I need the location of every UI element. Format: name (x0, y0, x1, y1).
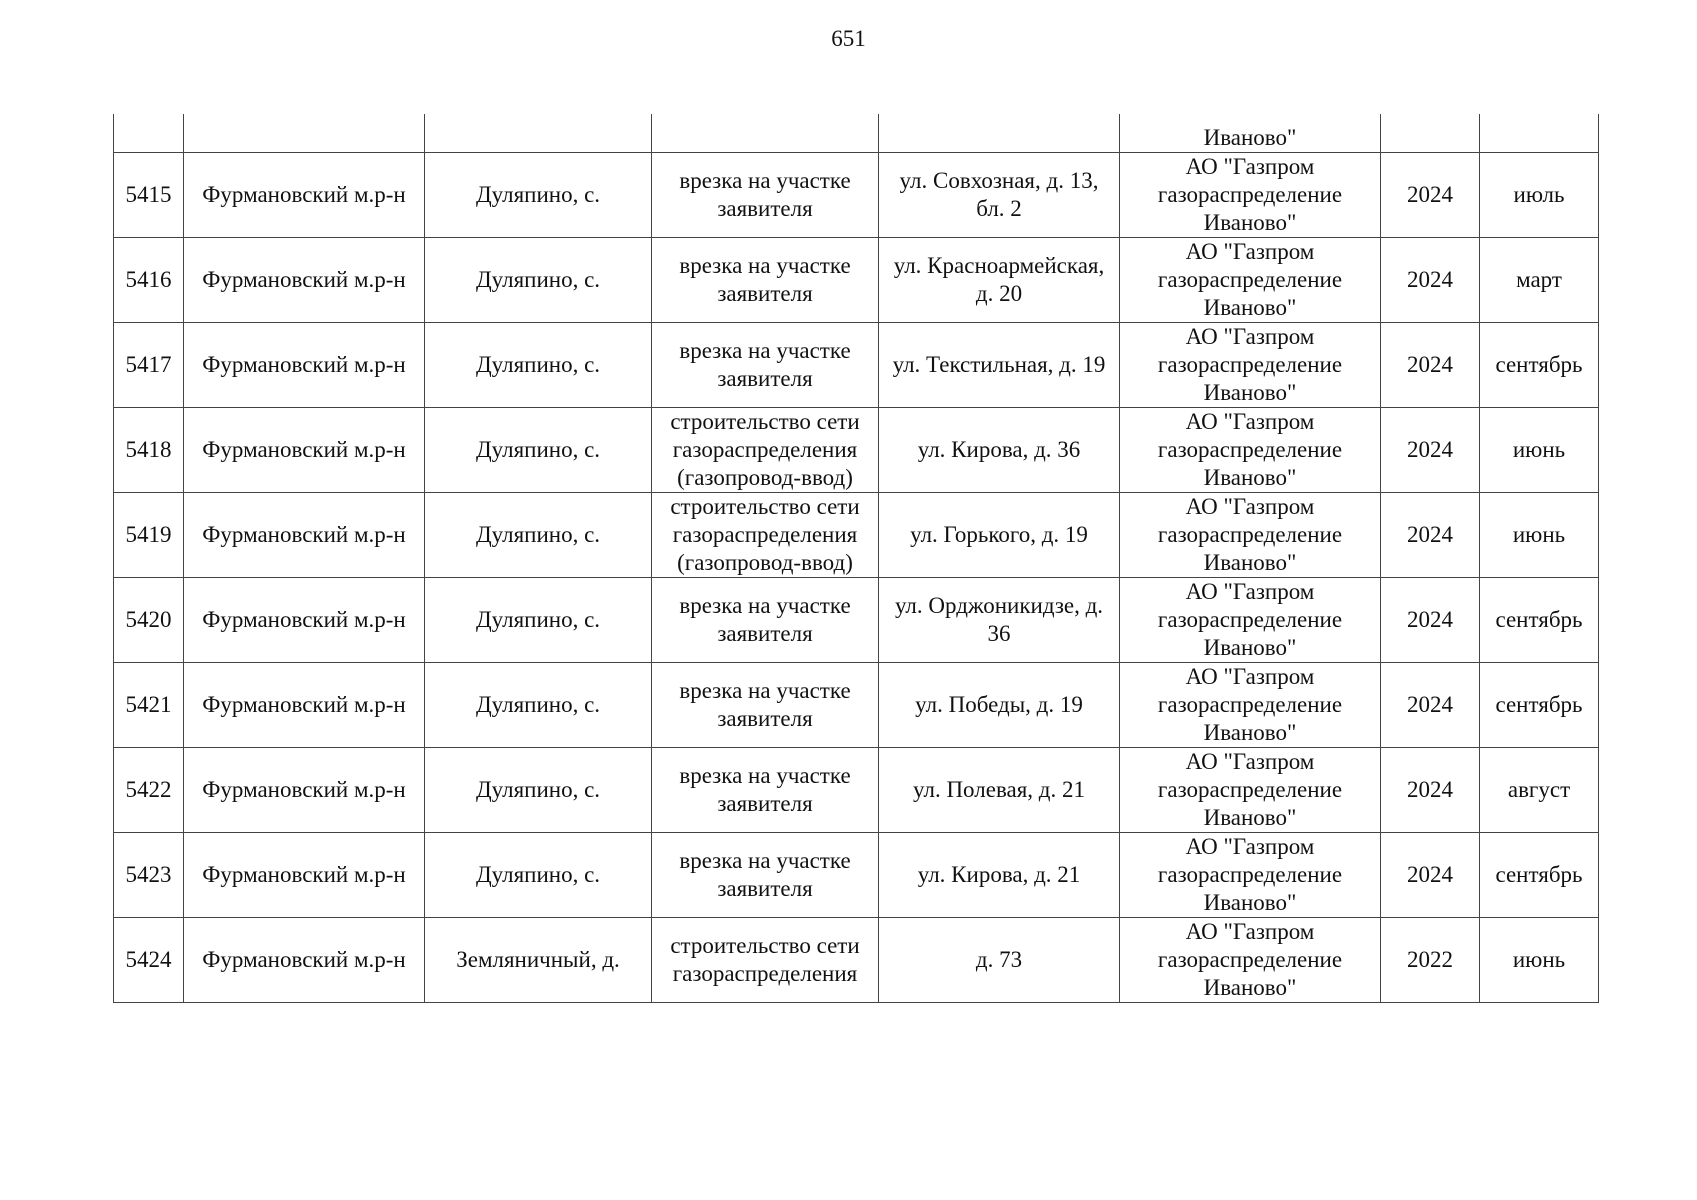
cell-work: строительство сети газораспределения (газопровод-ввод) (652, 492, 879, 577)
cell-address: д. 73 (879, 917, 1120, 1002)
cell-settlement: Дуляпино, с. (425, 662, 652, 747)
cell-work: врезка на участке заявителя (652, 577, 879, 662)
cell-district: Фурмановский м.р-н (184, 662, 425, 747)
cell-work: врезка на участке заявителя (652, 832, 879, 917)
cell-operator: АО "Газпром газораспределение Иваново" (1120, 832, 1381, 917)
table-row-continued (114, 114, 1599, 152)
cell-district (184, 114, 425, 152)
cell-year: 2024 (1381, 152, 1480, 237)
cell-num: 5423 (114, 832, 184, 917)
cell-district: Фурмановский м.р-н (184, 917, 425, 1002)
cell-month: сентябрь (1480, 662, 1599, 747)
table-row (114, 492, 1599, 577)
cell-operator: АО "Газпром газораспределение Иваново" (1120, 322, 1381, 407)
cell-num: 5419 (114, 492, 184, 577)
cell-num: 5418 (114, 407, 184, 492)
cell-month: сентябрь (1480, 577, 1599, 662)
cell-operator: АО "Газпром газораспределение Иваново" (1120, 152, 1381, 237)
cell-year: 2024 (1381, 747, 1480, 832)
cell-year: 2024 (1381, 322, 1480, 407)
cell-year: 2024 (1381, 662, 1480, 747)
cell-month: август (1480, 747, 1599, 832)
cell-year: 2024 (1381, 237, 1480, 322)
cell-address: ул. Полевая, д. 21 (879, 747, 1120, 832)
cell-address: ул. Кирова, д. 21 (879, 832, 1120, 917)
cell-district: Фурмановский м.р-н (184, 407, 425, 492)
cell-settlement: Земляничный, д. (425, 917, 652, 1002)
cell-num: 5422 (114, 747, 184, 832)
cell-num: 5416 (114, 237, 184, 322)
cell-address: ул. Горького, д. 19 (879, 492, 1120, 577)
cell-year: 2022 (1381, 917, 1480, 1002)
cell-month: июль (1480, 152, 1599, 237)
cell-year: 2024 (1381, 492, 1480, 577)
cell-settlement: Дуляпино, с. (425, 577, 652, 662)
table-row (114, 917, 1599, 1002)
cell-num: 5415 (114, 152, 184, 237)
cell-district: Фурмановский м.р-н (184, 152, 425, 237)
cell-settlement (425, 114, 652, 152)
cell-district: Фурмановский м.р-н (184, 747, 425, 832)
table-row (114, 747, 1599, 832)
table-body (114, 114, 1599, 1002)
cell-year: 2024 (1381, 407, 1480, 492)
cell-work: врезка на участке заявителя (652, 747, 879, 832)
cell-num: 5417 (114, 322, 184, 407)
cell-address: ул. Совхозная, д. 13, бл. 2 (879, 152, 1120, 237)
cell-operator: АО "Газпром газораспределение Иваново" (1120, 662, 1381, 747)
cell-operator: АО "Газпром газораспределение Иваново" (1120, 237, 1381, 322)
cell-month (1480, 114, 1599, 152)
page-number: 651 (831, 26, 866, 51)
cell-month: июнь (1480, 407, 1599, 492)
cell-work: врезка на участке заявителя (652, 662, 879, 747)
cell-work: врезка на участке заявителя (652, 322, 879, 407)
cell-settlement: Дуляпино, с. (425, 832, 652, 917)
table-row (114, 152, 1599, 237)
table-row (114, 322, 1599, 407)
cell-month: сентябрь (1480, 832, 1599, 917)
cell-district: Фурмановский м.р-н (184, 322, 425, 407)
cell-month: март (1480, 237, 1599, 322)
cell-num: 5420 (114, 577, 184, 662)
cell-work: строительство сети газораспределения (652, 917, 879, 1002)
cell-work: строительство сети газораспределения (газопровод-ввод) (652, 407, 879, 492)
cell-address: ул. Красноармейская, д. 20 (879, 237, 1120, 322)
cell-address (879, 114, 1120, 152)
cell-work: врезка на участке заявителя (652, 152, 879, 237)
cell-settlement: Дуляпино, с. (425, 747, 652, 832)
cell-month: июнь (1480, 917, 1599, 1002)
cell-num (114, 114, 184, 152)
cell-year (1381, 114, 1480, 152)
cell-settlement: Дуляпино, с. (425, 237, 652, 322)
cell-num: 5421 (114, 662, 184, 747)
cell-num: 5424 (114, 917, 184, 1002)
cell-settlement: Дуляпино, с. (425, 407, 652, 492)
cell-operator: АО "Газпром газораспределение Иваново" (1120, 577, 1381, 662)
cell-address: ул. Кирова, д. 36 (879, 407, 1120, 492)
cell-operator: Иваново" (1120, 114, 1381, 152)
table-row (114, 407, 1599, 492)
cell-month: сентябрь (1480, 322, 1599, 407)
cell-operator: АО "Газпром газораспределение Иваново" (1120, 492, 1381, 577)
cell-work (652, 114, 879, 152)
cell-district: Фурмановский м.р-н (184, 832, 425, 917)
cell-address: ул. Текстильная, д. 19 (879, 322, 1120, 407)
cell-address: ул. Орджоникидзе, д. 36 (879, 577, 1120, 662)
cell-operator: АО "Газпром газораспределение Иваново" (1120, 747, 1381, 832)
table-row (114, 662, 1599, 747)
cell-year: 2024 (1381, 577, 1480, 662)
table-row (114, 237, 1599, 322)
table-row (114, 577, 1599, 662)
cell-work: врезка на участке заявителя (652, 237, 879, 322)
table-row (114, 832, 1599, 917)
cell-district: Фурмановский м.р-н (184, 237, 425, 322)
cell-month: июнь (1480, 492, 1599, 577)
cell-address: ул. Победы, д. 19 (879, 662, 1120, 747)
cell-operator: АО "Газпром газораспределение Иваново" (1120, 407, 1381, 492)
cell-settlement: Дуляпино, с. (425, 322, 652, 407)
cell-operator: АО "Газпром газораспределение Иваново" (1120, 917, 1381, 1002)
cell-settlement: Дуляпино, с. (425, 152, 652, 237)
cell-settlement: Дуляпино, с. (425, 492, 652, 577)
gasification-schedule-table (113, 114, 1599, 1003)
cell-district: Фурмановский м.р-н (184, 577, 425, 662)
cell-district: Фурмановский м.р-н (184, 492, 425, 577)
cell-year: 2024 (1381, 832, 1480, 917)
